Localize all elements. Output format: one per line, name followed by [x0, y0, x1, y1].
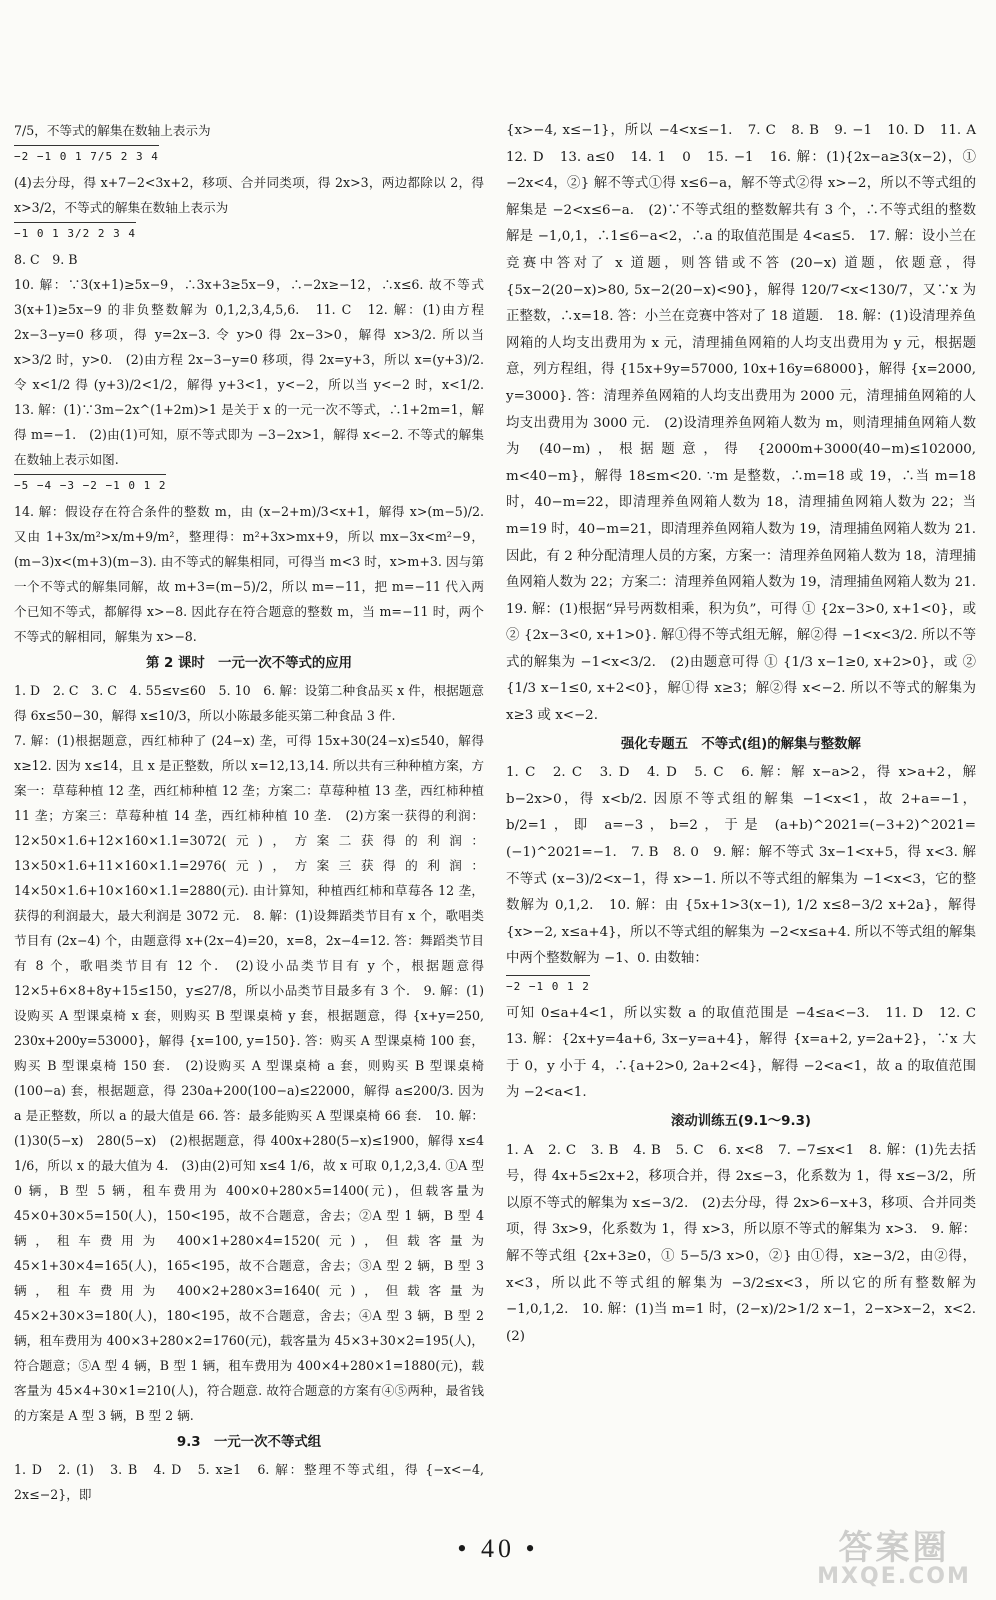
text-block: 可知 0≤a+4<1，所以实数 a 的取值范围是 −4≤a<−3. 11. D 12. C 13. 解：{2x+y=4a+6, 3x−y=a+4}，解得 {x=a+2, y=2a+2}，∵x 大于 0，y 小于 4，∴{a+2>0, 2a+2<4}，解得 −2<a<1，故 a 的取值范围为 −2<a<1. [506, 1005, 990, 1101]
section-heading: 滚动训练五(9.1～9.3) [670, 1113, 812, 1129]
number-line: −2 −1 0 1 2 [506, 975, 590, 998]
text-block: 1. A 2. C 3. B 4. B 5. C 6. x<8 7. −7≤x<1 8. 解：(1)先去括号，得 4x+5≤2x+2，移项合并，得 2x≤−3，化系数为 1，得 x≤−3/2，所以原不等式的解集为 x≤−3/2. (2)去分母，得 2x>6−x+3，移项、合并同类项，得 3x>9，化系数为 1，得 x>3，所以原不等式的解集为 x>3. 9. 解：解不等式组 {2x+3≥0，① 5−5/3 x>0，②} 由①得，x≥−3/2，由②得，x<3，所以此不等式组的解集为 −3/2≤x<3，所以它的所有整数解为 −1,0,1,2. 10. 解：(1)当 m=1 时，(2−x)/2>1/2 x−1，2−x>x−2，x<2. (2) [506, 1142, 990, 1344]
text-block: 1. C 2. C 3. D 4. D 5. C 6. 解：解 x−a>2，得 x>a+2，解 b−2x>0，得 x<b/2. 因原不等式组的解集 −1<x<1，故 2+a=−1，b/2=1，即 a=−3，b=2，于是 (a+b)^2021=(−3+2)^2021=(−1)^2021=−1. 7. B 8. 0 9. 解：解不等式 3x−1<x+5，得 x<3. 解不等式 (x−3)/2<x−1，得 x>−1. 所以不等式组的解集为 −1<x<3，它的整数解为 0,1,2. 10. 解：由 {5x+1>3(x−1), 1/2 x≤8−3/2 x+2a}，解得 {x>−2, x≤a+4}，所以不等式组的解集为 −2<x≤a+4. 所以不等式组的解集中两个整数解为 −1、0. 由数轴： [506, 765, 976, 967]
text-block: 7/5，不等式的解集在数轴上表示为 [14, 123, 211, 138]
watermark-url: MXQE.COM [817, 1564, 971, 1589]
right-column [506, 118, 990, 1350]
page-number: • 40 • [457, 1534, 539, 1563]
text-block: (4)去分母，得 x+7−2<3x+2，移项、合并同类项，得 2x>3，两边都除以 2，得 x>3/2，不等式的解集在数轴上表示为 [14, 175, 484, 215]
left-column [14, 118, 497, 1507]
section-heading: 第 2 课时 一元一次不等式的应用 [145, 656, 353, 671]
section-heading: 9.3 一元一次不等式组 [176, 1435, 322, 1450]
number-line: −1 0 1 3/2 2 3 4 [14, 222, 136, 245]
text-block: {x>−4, x≤−1}，所以 −4<x≤−1. 7. C 8. B 9. −1 10. D 11. A 12. D 13. a≤0 14. 1 0 15. −1 16. 解：(1){2x−a≥3(x−2)，① −2x<4，②} 解不等式①得 x≤6−a，解不等式②得 x>−2，所以不等式组的解集是 −2<x≤6−a. (2)∵不等式组的整数解共有 3 个，∴不等式组的整数解是 −1,0,1，∴1≤6−a<2，∴a 的取值范围是 4<a≤5. 17. 解：设小兰在竞赛中答对了 x 道题，则答错或不答 (20−x) 道题，依题意，得 {5x−2(20−x)>80, 5x−2(20−x)<90}，解得 120/7<x<130/7，又∵x 为正整数，∴x=18. 答：小兰在竞赛中答对了 18 道题. 18. 解：(1)设清理养鱼网箱的人均支出费用为 x 元，清理捕鱼网箱的人均支出费用为 y 元，根据题意，列方程组，得 {15x+9y=57000, 10x+16y=68000}，解得 {x=2000, y=3000}. 答：清理养鱼网箱的人均支出费用为 2000 元，清理捕鱼网箱的人均支出费用为 3000 元. (2)设清理养鱼网箱人数为 m，则清理捕鱼网箱人数为 (40−m)，根据题意，得 {2000m+3000(40−m)≤102000, m<40−m}，解得 18≤m<20. ∵m 是整数，∴m=18 或 19，∴当 m=18 时，40−m=22，即清理养鱼网箱人数为 18，清理捕鱼网箱人数为 22；当 m=19 时，40−m=21，即清理养鱼网箱人数为 19，清理捕鱼网箱人数为 21. 因此，有 2 种分配清理人员的方案，方案一：清理养鱼网箱人数为 18，清理捕鱼网箱人数为 22；方案二：清理养鱼网箱人数为 19，清理捕鱼网箱人数为 21. 19. 解：(1)根据“异号两数相乘，积为负”，可得 ① {2x−3>0, x+1<0}，或 ② {2x−3<0, x+1>0}. 解①得不等式组无解，解②得 −1<x<3/2. 所以不等式的解集为 −1<x<3/2. (2)由题意可得 ① {1/3 x−1≥0, x+2>0}，或 ② {1/3 x−1≤0, x+2<0}，解①得 x≥3；解②得 x<−2. 所以不等式的解集为 x≥3 或 x<−2. [506, 123, 990, 724]
text-block: 7. 解：(1)根据题意，西红柿种了 (24−x) 垄，可得 15x+30(24−x)≤540，解得 x≥12. 因为 x≤14，且 x 是正整数，所以 x=12,13,14. 所以共有三种种植方案，方案一：草莓种植 12 垄，西红柿种植 12 垄；方案二：草莓种植 13 垄，西红柿种植 11 垄；方案三：草莓种植 14 垄，西红柿种植 10 垄. (2)方案一获得的利润：12×50×1.6+12×160×1.1=3072(元)，方案二获得的利润：13×50×1.6+11×160×1.1=2976(元)，方案三获得的利润：14×50×1.6+10×160×1.1=2880(元). 由计算知，种植西红柿和草莓各 12 垄，获得的利润最大，最大利润是 3072 元. 8. 解：(1)设舞蹈类节目有 x 个，歌唱类节目有 (2x−4) 个，由题意得 x+(2x−4)=20，x=8，2x−4=12. 答：舞蹈类节目有 8 个，歌唱类节目有 12 个. (2)设小品类节目有 y 个，根据题意得 12×5+6×8+8y+15≤150，y≤27/8，所以小品类节目最多有 3 个. 9. 解：(1)设购买 A 型课桌椅 x 套，则购买 B 型课桌椅 y 套，根据题意，得 {x+y=250, 230x+200y=53000}，解得 {x=100, y=150}. 答：购买 A 型课桌椅 100 套，购买 B 型课桌椅 150 套. (2)设购买 A 型课桌椅 a 套，则购买 B 型课桌椅 (100−a) 套，根据题意，得 230a+200(100−a)≤22000，解得 a≤200/3. 因为 a 是正整数，所以 a 的最大值是 66. 答：最多能购买 A 型课桌椅 66 套. 10. 解：(1)30(5−x) 280(5−x) (2)根据题意，得 400x+280(5−x)≤1900，解得 x≤4 1/6，所以 x 的最大值为 4. (3)由(2)可知 x≤4 1/6，故 x 可取 0,1,2,3,4. ①A 型 0 辆，B 型 5 辆，租车费用为 400×0+280×5=1400(元)，但载客量为 45×0+30×5=150(人)，150<195，故不合题意，舍去；②A 型 1 辆，B 型 4 辆，租车费用为 400×1+280×4=1520(元)，但载客量为 45×1+30×4=165(人)，165<195，故不合题意，舍去；③A 型 2 辆，B 型 3 辆，租车费用为 400×2+280×3=1640(元)，但载客量为 45×2+30×3=180(人)，180<195，故不合题意，舍去；④A 型 3 辆，B 型 2 辆，租车费用为 400×3+280×2=1760(元)，载客量为 45×3+30×2=195(人)，符合题意；⑤A 型 4 辆，B 型 1 辆，租车费用为 400×4+280×1=1880(元)，载客量为 45×4+30×1=210(人)，符合题意. 故符合题意的方案有④⑤两种，最省钱的方案是 A 型 3 辆，B 型 2 辆. [14, 733, 484, 1423]
number-line: −5 −4 −3 −2 −1 0 1 2 [14, 474, 166, 497]
text-block: 1. D 2. C 3. C 4. 55≤v≤60 5. 10 6. 解：设第二种食品买 x 件，根据题意得 6x≤50−30，解得 x≤10/3，所以小陈最多能买第二种食品 3 件. [14, 683, 484, 723]
section-heading: 强化专题五 不等式(组)的解集与整数解 [621, 736, 861, 752]
text-block: 10. 解：∵3(x+1)≥5x−9，∴3x+3≥5x−9，∴−2x≥−12，∴x≤6. 故不等式 3(x+1)≥5x−9 的非负整数解为 0,1,2,3,4,5,6. 11. C 12. 解：(1)由方程 2x−3−y=0 移项，得 y=2x−3. 令 y>0 得 2x−3>0，解得 x>3/2. 所以当 x>3/2 时，y>0. (2)由方程 2x−3−y=0 移项，得 2x=y+3，所以 x=(y+3)/2. 令 x<1/2 得 (y+3)/2<1/2，解得 y+3<1，y<−2，所以当 y<−2 时，x<1/2. 13. 解：(1)∵3m−2x^(1+2m)>1 是关于 x 的一元一次不等式，∴1+2m=1，解得 m=−1. (2)由(1)可知，原不等式即为 −3−2x>1，解得 x<−2. 不等式的解集在数轴上表示如图. [14, 277, 497, 467]
watermark-logo [814, 1520, 974, 1590]
text-block: 1. D 2. (1) 3. B 4. D 5. x≥1 6. 解：整理不等式组，得 {−x<−4, 2x≤−2}，即 [14, 1462, 484, 1502]
watermark-title: 答案圈 [838, 1528, 950, 1568]
text-block: 8. C 9. B [14, 252, 78, 267]
number-line: −2 −1 0 1 7/5 2 3 4 [14, 145, 159, 168]
text-block: 14. 解：假设存在符合条件的整数 m，由 (x−2+m)/3<x+1，解得 x>(m−5)/2. 又由 1+3x/m²>x/m+9/m²，整理得：m²+3x>mx+9，所以 mx−3x<m²−9，(m−3)x<(m+3)(m−3). 由不等式的解集相同，可得当 m<3 时，x>m+3. 因与第一个不等式的解集同解，故 m+3=(m−5)/2，所以 m=−11，把 m=−11 代入两个已知不等式，都解得 x>−8. 因此存在符合题意的整数 m，当 m=−11 时，两个不等式的解相同，解集为 x>−8. [14, 504, 484, 644]
